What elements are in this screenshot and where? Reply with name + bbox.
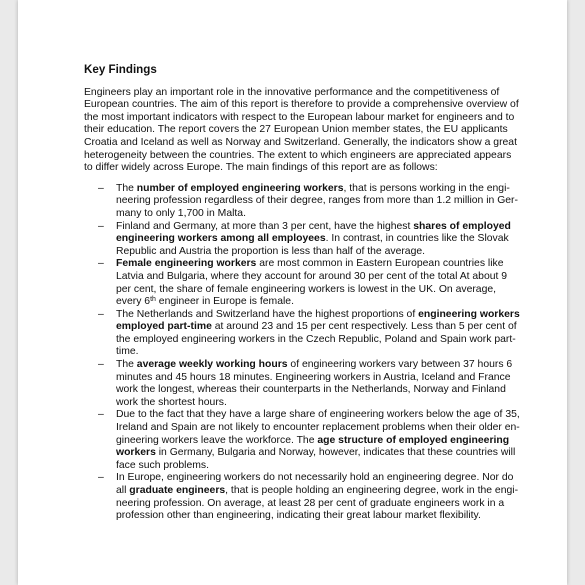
bullet-dash: – bbox=[98, 472, 104, 484]
bullet-dash: – bbox=[98, 409, 104, 421]
emphasis-text: engineering workers employed part-time bbox=[116, 308, 520, 333]
emphasis-text: number of employed engineering workers bbox=[136, 182, 344, 194]
list-item: – Female engineering workers are most common in Eastern European countries like Latvia and Bulgaria, where they account for around 30 per cent of the total At about 9 per cent, the share of female engineering workers is lowest in the UK. On average, every 6th engineer in Europe is female. bbox=[98, 258, 508, 308]
findings-list bbox=[84, 183, 520, 523]
list-item: – The average weekly working hours of engineering workers vary between 37 hours 6 minutes and 45 hours 18 minutes. Engineering workers in Austria, Iceland and France work the longest, whereas their counterparts in the Netherlands, Norway and Finland work the shortest hours. bbox=[98, 359, 513, 408]
document-content bbox=[84, 64, 520, 523]
intro-paragraph: Engineers play an important role in the innovative performance and the competitiveness of European countries. The aim of this report is therefore to provide a comprehensive overview of the most important indicators with respect to the European labour market for engineers and to their education. The report covers the 27 European Union member states, the EU applicants Croatia and Iceland as well as Norway and Switzerland. Generally, the indicators show a great heterogeneity between the countries. The extent to which engineers are appreciated appears to differ widely across Europe. The main findings of this report are as follows: bbox=[84, 86, 519, 174]
emphasis-text: Female engineering workers bbox=[116, 258, 257, 270]
bullet-dash: – bbox=[98, 258, 104, 270]
list-item: – In Europe, engineering workers do not necessarily hold an engineering degree. Nor do all graduate engineers, that is people holding an engineering degree, work in the engineering profession. On average, at least 28 per cent of graduate engineers work in a profession other than engineering, indicating their great labour market flexibility. bbox=[98, 472, 519, 522]
bullet-dash: – bbox=[98, 182, 104, 194]
emphasis-text: shares of employed engineering workers among all employees bbox=[116, 220, 511, 245]
list-item: – The number of employed engineering workers, that is persons working in the engineering profession regardless of their degree, ranges from more than 1.2 million in Germany to only 1,700 in Malta. bbox=[98, 182, 518, 219]
list-item: – The Netherlands and Switzerland have the highest proportions of engineering workers employed part-time at around 23 and 15 per cent respectively. Less than 5 per cent of the employed engineering workers in the Czech Republic, Poland and Spain work part-time. bbox=[98, 308, 520, 358]
list-item: – Finland and Germany, at more than 3 per cent, have the highest shares of employed engineering workers among all employees. In contrast, in countries like the Slovak Republic and Austria the proportion is less than half of the average. bbox=[98, 220, 511, 257]
bullet-dash: – bbox=[98, 359, 104, 371]
ordinal-suffix: th bbox=[150, 296, 156, 304]
emphasis-text: graduate engineers bbox=[129, 485, 226, 496]
list-item: – Due to the fact that they have a large share of engineering workers below the age of 35, Ireland and Spain are not likely to encounter replacement problems when their older engineering workers leave the workforce. The age structure of employed engineering workers in Germany, Bulgaria and Norway, however, indicates that these countries will face such problems. bbox=[98, 409, 520, 471]
section-heading: Key Findings bbox=[84, 63, 157, 76]
emphasis-text: age structure of employed engineering workers bbox=[116, 434, 510, 459]
bullet-dash: – bbox=[98, 308, 104, 320]
bullet-dash: – bbox=[98, 220, 104, 232]
document-page bbox=[18, 0, 567, 585]
emphasis-text: average weekly working hours bbox=[136, 359, 288, 371]
